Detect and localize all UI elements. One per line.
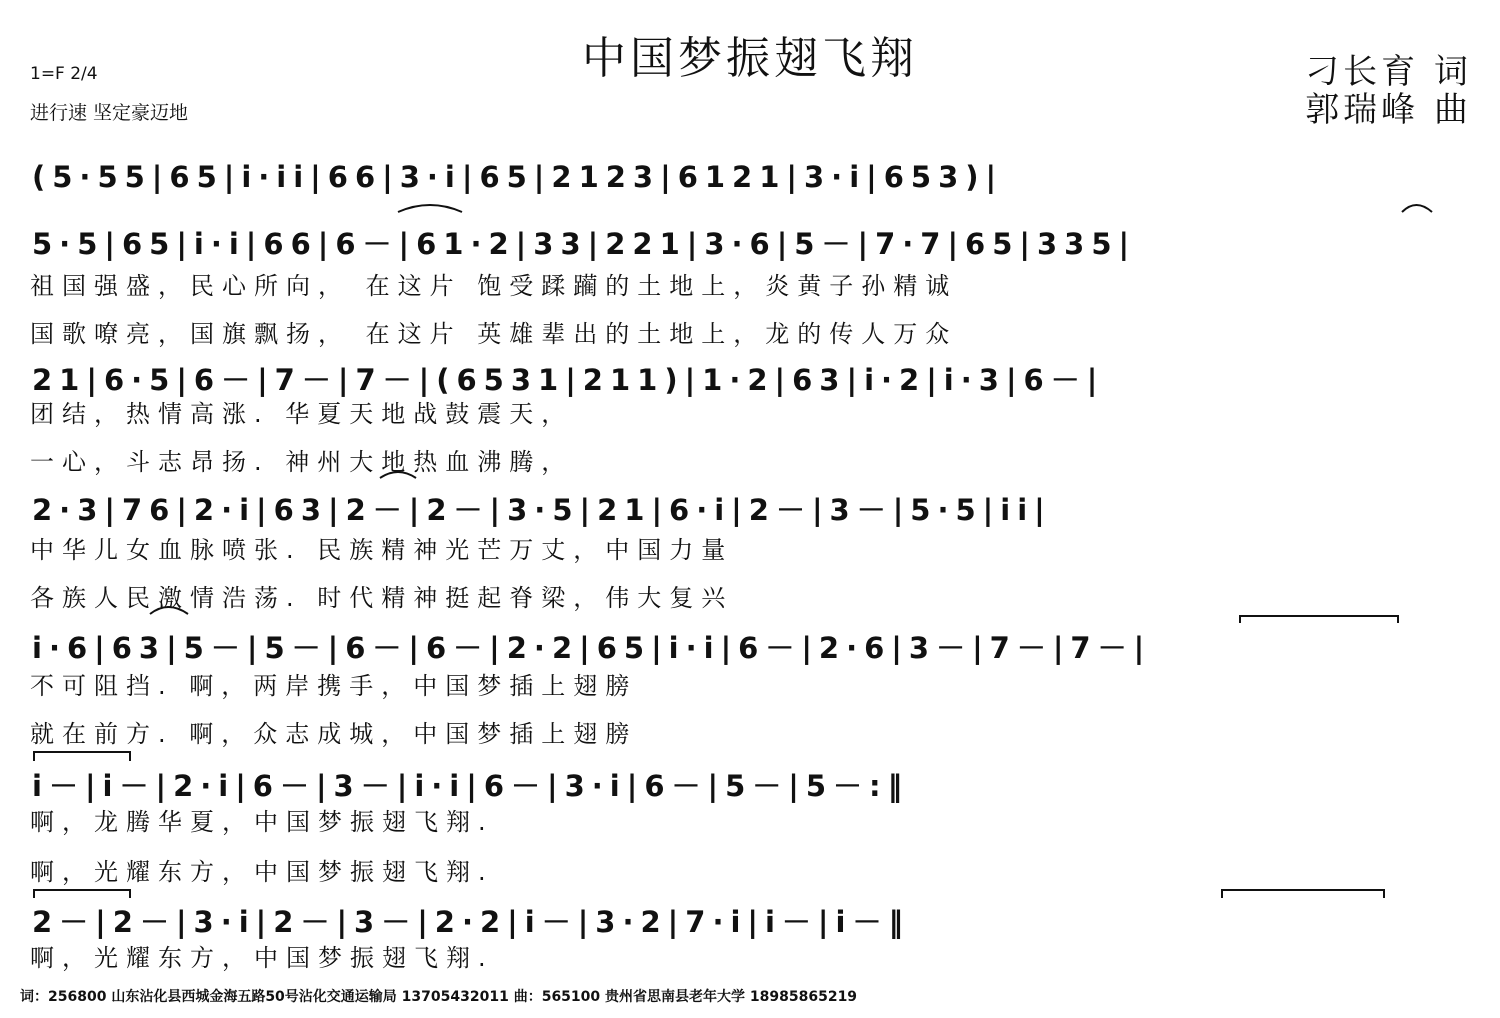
- composer-credit: 郭瑞峰 曲: [1305, 90, 1472, 130]
- notation-line: 2－|2－|3·i|2－|3－|2·2|i－|3·2|7·i|i－|i－‖: [32, 905, 910, 939]
- contact-footer: 词：256800 山东沾化县西城金海五路50号沾化交通运输局 13705432011 曲：565100 贵州省思南县老年大学 18985865219: [20, 989, 858, 1005]
- lyric-line: 团结，热情高涨. 华夏天地战鼓震天，: [30, 400, 574, 428]
- lyric-line: 就在前方. 啊，众志成城，中国梦插上翅膀: [30, 720, 638, 748]
- notation-line: i－|i－|2·i|6－|3－|i·i|6－|3·i|6－|5－|5－:‖: [32, 769, 910, 803]
- lyric-line: 不可阻挡. 啊，两岸携手，中国梦插上翅膀: [30, 672, 638, 700]
- lyric-line: 啊，光耀东方，中国梦振翅飞翔.: [30, 858, 494, 886]
- lyric-line: 一心，斗志昂扬. 神州大地热血沸腾，: [30, 448, 574, 476]
- lyric-line: 各族人民激情浩荡. 时代精神挺起脊梁，伟大复兴: [30, 584, 734, 612]
- notation-line: i·6|63|5－|5－|6－|6－|2·2|65|i·i|6－|2·6|3－|7－|7－|: [32, 631, 1152, 665]
- lyric-line: 啊，光耀东方，中国梦振翅飞翔.: [30, 944, 494, 972]
- lyricist-credit: 刁长育 词: [1305, 52, 1472, 92]
- notation-line: (5·55|65|i·ii|66|3·i|65|2123|6121|3·i|653)|: [32, 160, 1004, 194]
- notation-line: 2·3|76|2·i|63|2－|2－|3·5|21|6·i|2－|3－|5·5|ii|: [32, 493, 1052, 527]
- notation-line: 21|6·5|6－|7－|7－|(6531|211)|1·2|63|i·2|i·3|6－|: [32, 363, 1105, 397]
- lyric-line: 中华儿女血脉喷张. 民族精神光芒万丈，中国力量: [30, 536, 734, 564]
- song-title: 中国梦振翅飞翔: [582, 33, 918, 84]
- tempo-marking: 进行速 坚定豪迈地: [30, 102, 189, 124]
- notation-line: 5·5|65|i·i|66|6－|61·2|33|221|3·6|5－|7·7|65|335|: [32, 227, 1137, 261]
- lyric-line: 祖国强盛，民心所向， 在这片 饱受蹂躏的土地上，炎黄子孙精诚: [30, 272, 958, 300]
- lyric-line: 国歌嘹亮，国旗飘扬， 在这片 英雄辈出的土地上，龙的传人万众: [30, 320, 958, 348]
- lyric-line: 啊，龙腾华夏，中国梦振翅飞翔.: [30, 808, 494, 836]
- key-signature: 1=F 2/4: [30, 64, 98, 84]
